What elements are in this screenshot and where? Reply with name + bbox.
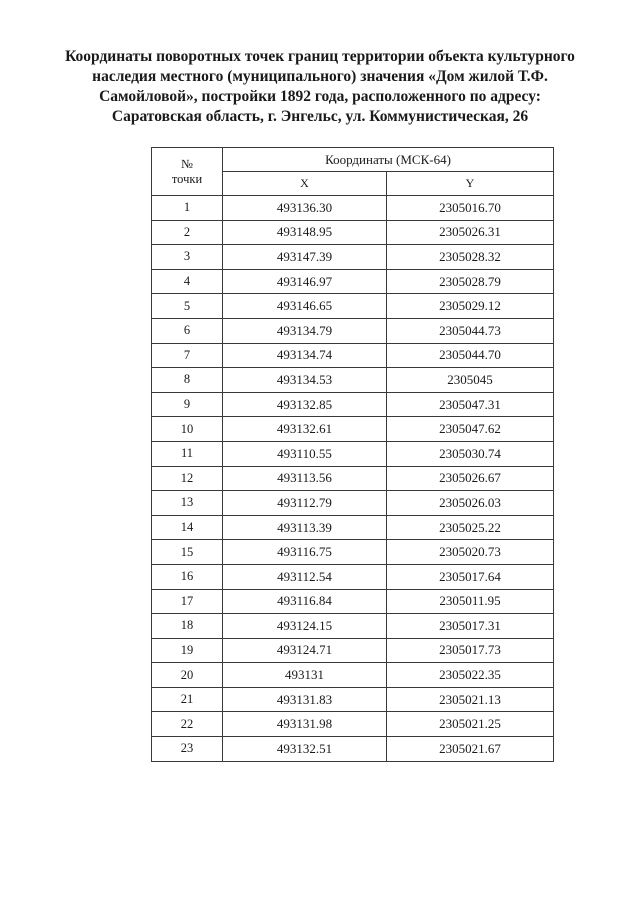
table-row (152, 589, 554, 614)
table-body (152, 196, 554, 762)
cell-y: 2305045 (387, 368, 554, 393)
cell-point-number: 14 (152, 515, 223, 540)
table-row (152, 466, 554, 491)
cell-point-number: 22 (152, 712, 223, 737)
cell-point-number: 11 (152, 441, 223, 466)
cell-x: 493146.65 (223, 294, 387, 319)
cell-x: 493110.55 (223, 441, 387, 466)
header-number-sign: № (181, 156, 193, 171)
table-row (152, 491, 554, 516)
cell-y: 2305029.12 (387, 294, 554, 319)
cell-y: 2305026.03 (387, 491, 554, 516)
cell-x: 493134.74 (223, 343, 387, 368)
cell-point-number: 4 (152, 269, 223, 294)
cell-point-number: 3 (152, 245, 223, 270)
cell-point-number: 21 (152, 687, 223, 712)
cell-x: 493116.75 (223, 540, 387, 565)
cell-x: 493146.97 (223, 269, 387, 294)
header-x: X (223, 172, 387, 196)
cell-x: 493112.54 (223, 564, 387, 589)
cell-point-number: 20 (152, 663, 223, 688)
cell-x: 493134.53 (223, 368, 387, 393)
cell-y: 2305017.64 (387, 564, 554, 589)
header-point-word: точки (171, 171, 203, 186)
document-title (60, 47, 580, 127)
table-row (152, 737, 554, 762)
cell-x: 493136.30 (223, 196, 387, 221)
table-row (152, 515, 554, 540)
table-row (152, 564, 554, 589)
cell-point-number: 18 (152, 614, 223, 639)
cell-y: 2305047.31 (387, 392, 554, 417)
cell-y: 2305028.32 (387, 245, 554, 270)
title-line-2: наследия местного (муниципального) значения «Дом жилой Т.Ф. (92, 68, 548, 85)
cell-y: 2305016.70 (387, 196, 554, 221)
table-row (152, 220, 554, 245)
cell-y: 2305021.25 (387, 712, 554, 737)
cell-y: 2305026.67 (387, 466, 554, 491)
table-row (152, 687, 554, 712)
cell-point-number: 6 (152, 318, 223, 343)
title-line-3: Самойловой», постройки 1892 года, расположенного по адресу: (99, 88, 541, 105)
header-coordinates-group: Координаты (МСК-64) (223, 148, 554, 172)
cell-point-number: 16 (152, 564, 223, 589)
table-row (152, 614, 554, 639)
title-line-4: Саратовская область, г. Энгельс, ул. Коммунистическая, 26 (111, 108, 529, 125)
cell-x: 493112.79 (223, 491, 387, 516)
cell-point-number: 10 (152, 417, 223, 442)
coordinates-table (151, 147, 554, 762)
cell-y: 2305021.13 (387, 687, 554, 712)
header-row-group (152, 148, 554, 172)
cell-y: 2305044.70 (387, 343, 554, 368)
cell-y: 2305028.79 (387, 269, 554, 294)
cell-x: 493132.61 (223, 417, 387, 442)
table-row (152, 269, 554, 294)
cell-x: 493131 (223, 663, 387, 688)
cell-x: 493132.85 (223, 392, 387, 417)
cell-y: 2305020.73 (387, 540, 554, 565)
table-row (152, 392, 554, 417)
cell-point-number: 8 (152, 368, 223, 393)
title-line-1: Координаты поворотных точек границ территории объекта культурного (65, 48, 575, 65)
header-point-number (152, 148, 223, 196)
cell-point-number: 2 (152, 220, 223, 245)
cell-y: 2305030.74 (387, 441, 554, 466)
table-row (152, 417, 554, 442)
cell-point-number: 13 (152, 491, 223, 516)
cell-y: 2305025.22 (387, 515, 554, 540)
cell-x: 493147.39 (223, 245, 387, 270)
cell-point-number: 12 (152, 466, 223, 491)
table-row (152, 368, 554, 393)
cell-x: 493134.79 (223, 318, 387, 343)
header-y: Y (387, 172, 554, 196)
table-row (152, 663, 554, 688)
cell-y: 2305044.73 (387, 318, 554, 343)
cell-y: 2305017.73 (387, 638, 554, 663)
cell-point-number: 1 (152, 196, 223, 221)
cell-x: 493131.83 (223, 687, 387, 712)
cell-x: 493132.51 (223, 737, 387, 762)
table-row (152, 540, 554, 565)
cell-y: 2305011.95 (387, 589, 554, 614)
cell-x: 493116.84 (223, 589, 387, 614)
cell-point-number: 15 (152, 540, 223, 565)
table-row (152, 294, 554, 319)
table-row (152, 638, 554, 663)
cell-point-number: 7 (152, 343, 223, 368)
table-row (152, 245, 554, 270)
cell-point-number: 9 (152, 392, 223, 417)
cell-point-number: 19 (152, 638, 223, 663)
cell-x: 493131.98 (223, 712, 387, 737)
cell-y: 2305021.67 (387, 737, 554, 762)
table-header (152, 148, 554, 196)
table-row (152, 318, 554, 343)
table-row (152, 196, 554, 221)
cell-point-number: 17 (152, 589, 223, 614)
table-row (152, 441, 554, 466)
table-row (152, 343, 554, 368)
cell-x: 493148.95 (223, 220, 387, 245)
cell-x: 493124.71 (223, 638, 387, 663)
cell-y: 2305047.62 (387, 417, 554, 442)
cell-x: 493124.15 (223, 614, 387, 639)
cell-y: 2305017.31 (387, 614, 554, 639)
table-row (152, 712, 554, 737)
cell-point-number: 5 (152, 294, 223, 319)
cell-point-number: 23 (152, 737, 223, 762)
cell-y: 2305026.31 (387, 220, 554, 245)
cell-y: 2305022.35 (387, 663, 554, 688)
cell-x: 493113.39 (223, 515, 387, 540)
cell-x: 493113.56 (223, 466, 387, 491)
